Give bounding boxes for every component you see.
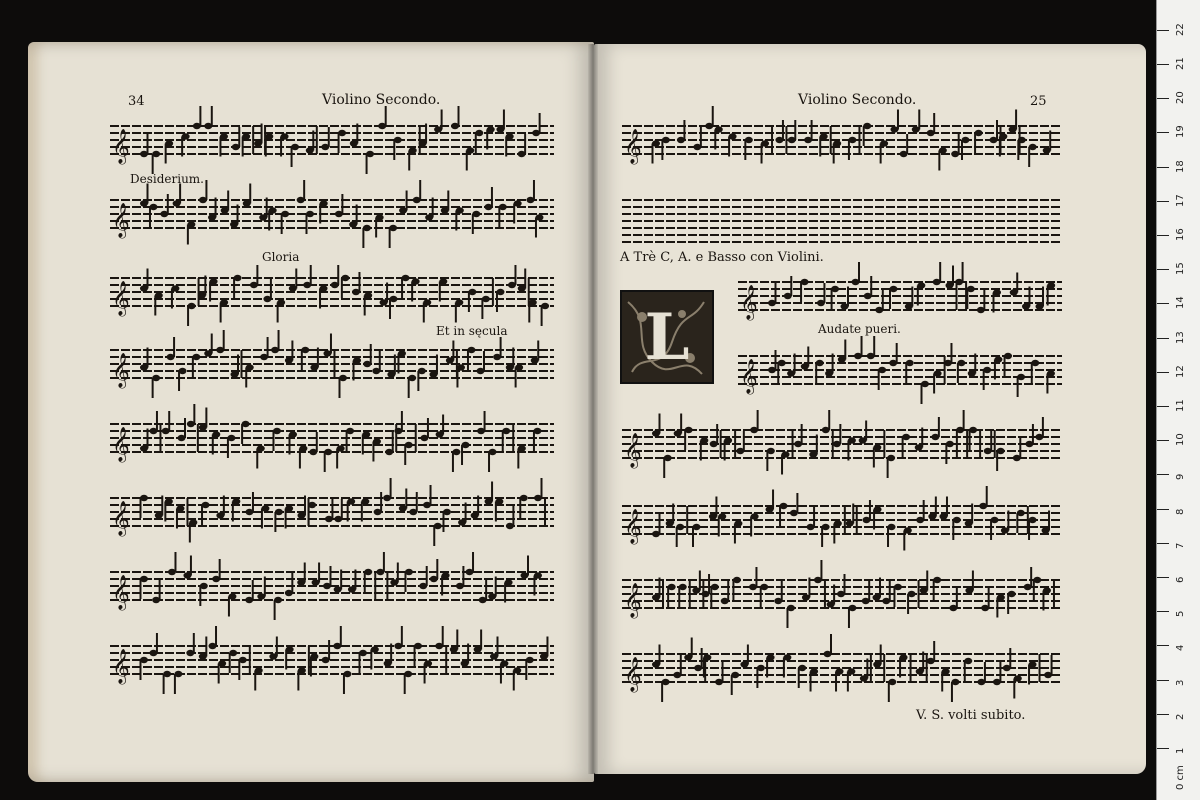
ruler-tick-label: 13 [1175, 330, 1186, 344]
music-staff [622, 486, 1060, 551]
treble-clef-icon: 𝄞 [112, 353, 130, 388]
treble-clef-icon: 𝄞 [112, 649, 130, 684]
music-staff [622, 214, 1062, 242]
footer-volti-subito: V. S. volti subito. [916, 708, 1026, 723]
ruler-tick [1157, 372, 1169, 373]
right-page-header: Violino Secondo. [798, 92, 917, 108]
treble-clef-icon: 𝄞 [112, 281, 130, 316]
music-staff [110, 265, 554, 326]
ruler-tick [1157, 440, 1169, 441]
ruler-tick [1157, 406, 1169, 407]
music-staff [622, 410, 1060, 478]
label-desiderium: Desiderium. [130, 172, 204, 186]
treble-clef-icon: 𝄞 [740, 359, 758, 394]
incipit-text: Audate pueri. [818, 322, 901, 336]
music-staff [738, 336, 1062, 404]
treble-clef-icon: 𝄞 [624, 433, 642, 468]
ruler-tick-label: 9 [1175, 474, 1186, 481]
ruler-tick-label: 3 [1175, 679, 1186, 686]
ruler-tick-label: 17 [1175, 194, 1186, 207]
treble-clef-icon: 𝄞 [624, 583, 642, 618]
music-staff [622, 106, 1062, 171]
ruler-tick [1157, 680, 1169, 681]
ruler-tick-label: 10 [1175, 433, 1186, 447]
ruler-tick [1157, 269, 1169, 270]
music-staff [622, 634, 1060, 702]
ruler-tick-label: 8 [1175, 508, 1186, 515]
left-page-header: Violino Secondo. [322, 92, 441, 108]
ruler-tick [1157, 235, 1169, 236]
ruler-tick-label: 1 [1175, 747, 1186, 754]
ruler-tick [1157, 338, 1169, 339]
ruler-tick [1157, 645, 1169, 646]
measuring-ruler [1156, 0, 1200, 800]
ruler-tick-label: 4 [1175, 645, 1186, 652]
label-et-in-secula: Et in sęcula [436, 324, 508, 338]
ruler-tick-label: 18 [1175, 159, 1186, 173]
music-staff [110, 478, 554, 546]
ruler-tick-label: 22 [1175, 23, 1186, 36]
music-staff [110, 180, 554, 248]
ruler-tick [1157, 748, 1169, 749]
ruler-tick-label: 6 [1175, 576, 1186, 583]
treble-clef-icon: 𝄞 [112, 427, 130, 462]
ruler-tick-label: 16 [1175, 228, 1186, 241]
ruler-tick-label: 11 [1175, 399, 1186, 412]
treble-clef-icon: 𝄞 [624, 509, 642, 544]
ruler-unit: 0 cm [1175, 765, 1186, 790]
initial-letter: L [644, 299, 690, 375]
treble-clef-icon: 𝄞 [112, 501, 130, 536]
ruler-tick-label: 2 [1175, 713, 1186, 720]
ruler-tick-label: 19 [1175, 125, 1186, 139]
ruler-tick-label: 7 [1175, 542, 1186, 549]
treble-clef-icon: 𝄞 [740, 285, 758, 320]
ruler-tick-label: 20 [1175, 91, 1186, 105]
ruler-tick-label: 15 [1175, 262, 1186, 276]
ruler-tick [1157, 509, 1169, 510]
treble-clef-icon: 𝄞 [112, 203, 130, 238]
treble-clef-icon: 𝄞 [112, 129, 130, 164]
ruler-tick-label: 12 [1175, 365, 1186, 378]
treble-clef-icon: 𝄞 [112, 575, 130, 610]
section-title: A Trè C, A. e Basso con Violini. [620, 250, 824, 265]
ruler-tick [1157, 577, 1169, 578]
ruler-tick [1157, 611, 1169, 612]
music-staff [110, 106, 554, 174]
ruler-tick [1157, 543, 1169, 544]
ruler-tick [1157, 64, 1169, 65]
ruler-tick-label: 5 [1175, 610, 1186, 618]
right-page-number: 25 [1030, 94, 1047, 109]
ruler-tick [1157, 714, 1169, 715]
music-staff [622, 560, 1060, 628]
music-staff [110, 330, 554, 398]
treble-clef-icon: 𝄞 [624, 129, 642, 164]
ruler-tick-label: 14 [1175, 296, 1186, 310]
label-gloria: Gloria [262, 250, 300, 264]
music-staff [110, 552, 554, 620]
music-staff [738, 262, 1062, 321]
ruler-tick [1157, 98, 1169, 99]
ruler-tick [1157, 167, 1169, 168]
ruler-tick [1157, 303, 1169, 304]
treble-clef-icon: 𝄞 [624, 657, 642, 692]
ruler-tick [1157, 201, 1169, 202]
ruler-tick-label: 21 [1175, 57, 1186, 70]
music-staff [110, 404, 554, 472]
ruler-tick [1157, 132, 1169, 133]
music-staff [110, 626, 554, 694]
ruler-tick [1157, 474, 1169, 475]
ruler-tick [1157, 30, 1169, 31]
left-page-number: 34 [128, 94, 145, 109]
